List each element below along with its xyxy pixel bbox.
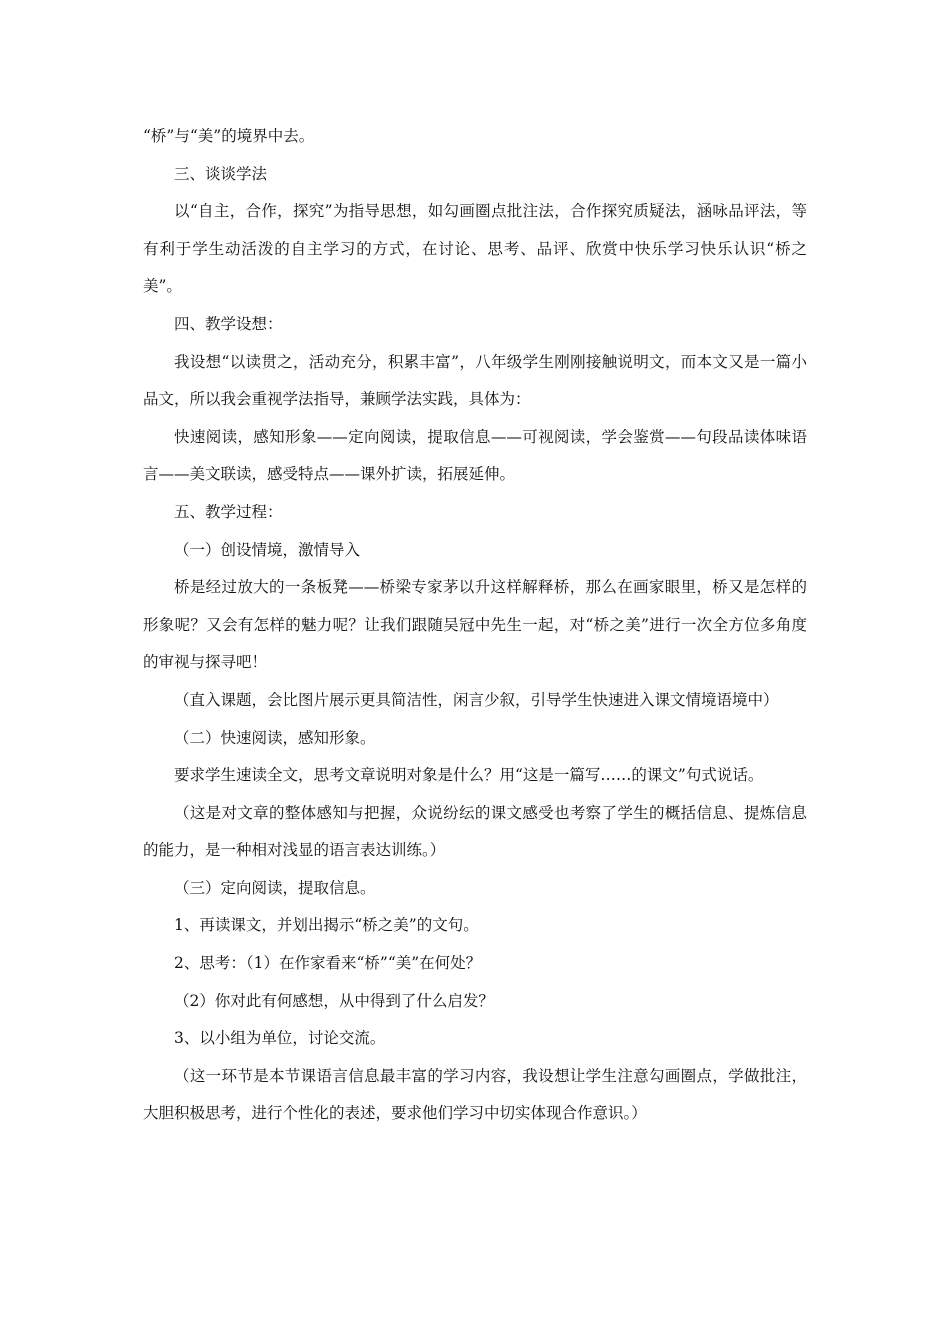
document-body xyxy=(143,118,807,1133)
paragraph: “桥”与“美”的境界中去。 xyxy=(143,127,315,145)
subsection-heading: （一）创设情境，激情导入 xyxy=(174,540,361,559)
subsection-heading: （二）快速阅读，感知形象。 xyxy=(174,728,376,747)
list-item: 1、再读课文，并划出揭示“桥之美”的文句。 xyxy=(174,916,479,935)
list-item: 2、思考：（1）在作家看来“桥”“美”在何处？ xyxy=(174,954,482,973)
subsection-heading: （三）定向阅读，提取信息。 xyxy=(174,878,376,897)
section-heading: 五、教学过程： xyxy=(174,502,283,521)
paragraph: 我设想“以读贯之，活动充分，积累丰富”，八年级学生刚刚接触说明文，而本文又是一篇小品文，所以我会重视学法指导，兼顾学法实践，具体为： xyxy=(143,352,807,409)
paragraph-note: （直入课题，会比图片展示更具简洁性，闲言少叙，引导学生快速进入课文情境语境中） xyxy=(174,690,779,709)
paragraph: 要求学生速读全文，思考文章说明对象是什么？用“这是一篇写……的课文”句式说话。 xyxy=(174,766,764,785)
list-item: （2）你对此有何感想，从中得到了什么启发？ xyxy=(174,991,494,1010)
list-item: 3、以小组为单位，讨论交流。 xyxy=(174,1029,386,1048)
paragraph-note: （这是对文章的整体感知与把握，众说纷纭的课文感受也考察了学生的概括信息、提炼信息的能力，是一种相对浅显的语言表达训练。） xyxy=(143,803,807,860)
paragraph: 以“自主，合作，探究”为指导思想，如勾画圈点批注法，合作探究质疑法，涵咏品评法，等有利于学生动活泼的自主学习的方式，在讨论、思考、品评、欣赏中快乐学习快乐认识“桥之美”。 xyxy=(143,202,807,296)
section-heading: 四、教学设想： xyxy=(174,314,283,333)
paragraph-note: （这一环节是本节课语言信息最丰富的学习内容，我设想让学生注意勾画圈点，学做批注，大胆积极思考，进行个性化的表述，要求他们学习中切实体现合作意识。） xyxy=(143,1066,807,1123)
paragraph: 桥是经过放大的一条板凳——桥梁专家茅以升这样解释桥，那么在画家眼里，桥又是怎样的形象呢？又会有怎样的魅力呢？让我们跟随吴冠中先生一起，对“桥之美”进行一次全方位多角度的审视与探寻吧！ xyxy=(143,578,807,672)
section-heading: 三、谈谈学法 xyxy=(174,164,268,183)
paragraph: 快速阅读，感知形象——定向阅读，提取信息——可视阅读，学会鉴赏——句段品读体味语言——美文联读，感受特点——课外扩读，拓展延伸。 xyxy=(143,427,807,484)
